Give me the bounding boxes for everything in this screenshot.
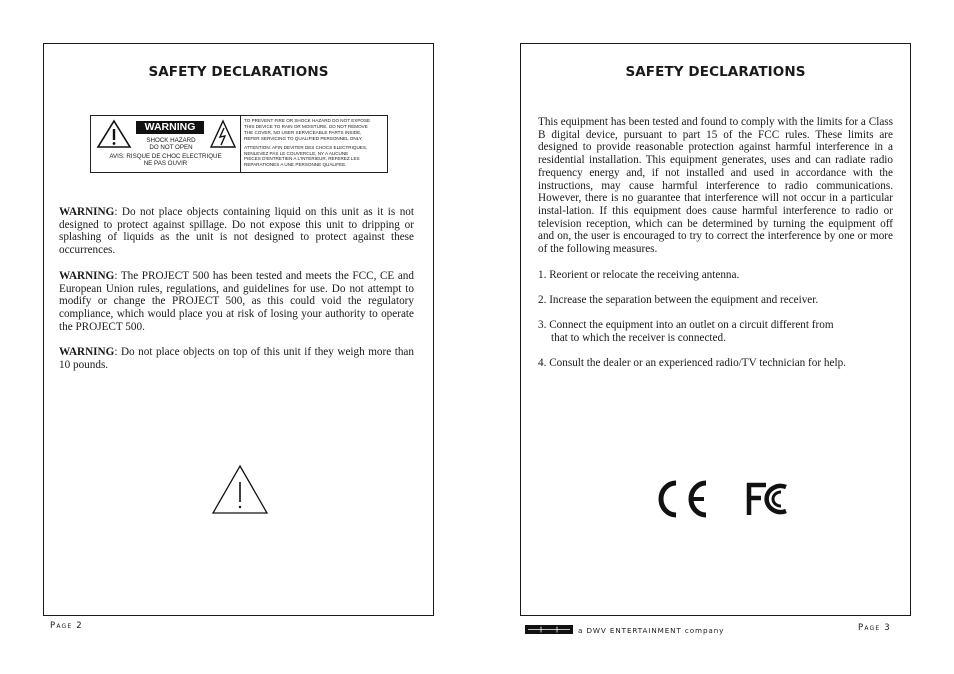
measure-item: 1. Reorient or relocate the receiving antenna. — [538, 268, 740, 281]
electric-hazard-icon — [210, 119, 236, 149]
label-text: NENLEVEZ PAS LE COUVERCLE, NY A AUCUNE — [244, 150, 349, 156]
page-number: Page 3 — [858, 623, 891, 633]
measure-item: 2. Increase the separation between the equipment and receiver. — [538, 293, 819, 306]
page-number: Page 2 — [50, 621, 83, 631]
label-text: REPARATIONES A UNE PERSONNE QUALIFEE. — [244, 162, 347, 168]
measure-line: that to which the receiver is connected. — [551, 331, 726, 344]
measure-line: 3. Connect the equipment into an outlet on a circuit different from — [538, 319, 834, 332]
fcc-mark-icon — [747, 483, 786, 515]
label-text: REFER SERVICING TO QUALIFIED PERSONNEL ONLY. — [244, 135, 363, 141]
certification-logos — [654, 477, 794, 521]
page-title: SAFETY DECLARATIONS — [625, 64, 806, 80]
page-title: SAFETY DECLARATIONS — [148, 64, 329, 80]
measure-item: 4. Consult the dealer or an experienced radio/TV technician for help. — [538, 357, 846, 370]
warnings-body — [59, 206, 414, 385]
label-text: THE COVER, NO USER SERVICEABLE PARTS INSIDE, — [244, 129, 362, 135]
label-text: TO PREVENT FIRE OR SHOCK HAZARD DO NOT EXPOSE — [244, 118, 371, 123]
warning-label-left — [91, 116, 241, 172]
label-text: AVIS: RISQUE DE CHOC ELECTRIQUE — [109, 153, 222, 160]
warning-paragraph — [59, 346, 414, 371]
label-text: NE PAS OUVIR — [143, 160, 188, 167]
warning-lead: WARNING — [59, 269, 115, 282]
measure-item — [538, 319, 893, 344]
warning-text: : Do not place objects on top of this unit if they weigh more than 10 pounds. — [59, 346, 414, 372]
warning-paragraph — [59, 270, 414, 334]
warning-text: : Do not place objects containing liquid on this unit as it is not designed to protect against spillage. Do not expose this unit to dripping or splashing of liquids as the unit is not designed to protect against these occurrences. — [59, 206, 414, 257]
company-name: a DWV ENTERTAINMENT company — [578, 626, 725, 635]
right-page — [520, 43, 911, 616]
label-text: DO NOT OPEN — [149, 144, 193, 151]
label-text: THIS DEVICE TO RAIN OR MOISTURE. DO NOT REMOVE — [244, 123, 368, 129]
ce-mark-icon — [661, 483, 706, 515]
left-page — [43, 43, 434, 616]
warning-label — [90, 115, 388, 173]
fcc-intro: This equipment has been tested and found to comply with the limits for a Class B digital device, pursuant to part 15 of the FCC rules. These limits are designed to provide reasonable protection against harmful interference in a residential installation. This equipment generates, uses and can radiate radio frequency energy and, if not installed and used in accordance with the instructions, may cause harmful interference to radio communications. However, there is no guarantee that interference will not occur in a particular instal-lation. If this equipment does cause harmful interference to radio or television reception, which can be determined by turning the equipment off and on, the user is encouraged to try to correct the interference by one or more of the following measures. — [538, 116, 893, 256]
label-text: PIECES D'ENTRETIEN A L'INTERIEUR, REFEREZ LES — [244, 156, 360, 162]
warning-triangle-icon — [211, 464, 269, 516]
label-text: ATTENTION: AFIN DEVITER DES CHOCS ELECTRIQUES, — [244, 144, 368, 150]
warning-lead: WARNING — [59, 346, 115, 359]
warning-paragraph — [59, 206, 414, 257]
fcc-statement — [538, 116, 893, 382]
warning-lead: WARNING — [59, 206, 115, 218]
company-logo-icon — [525, 625, 573, 634]
warning-text: : The PROJECT 500 has been tested and meets the FCC, CE and European Union rules, regulations, and guidelines for use. Do not attempt to modify or change the PROJECT 500, as this could void the regulatory compliance, which would place you at risk of losing your authority to operate the PROJECT 500. — [59, 269, 414, 333]
label-text: SHOCK HAZARD — [146, 137, 196, 144]
exclamation-triangle-icon — [96, 119, 132, 149]
warning-label-right — [244, 118, 386, 168]
warning-tag: WARNING — [136, 121, 204, 134]
